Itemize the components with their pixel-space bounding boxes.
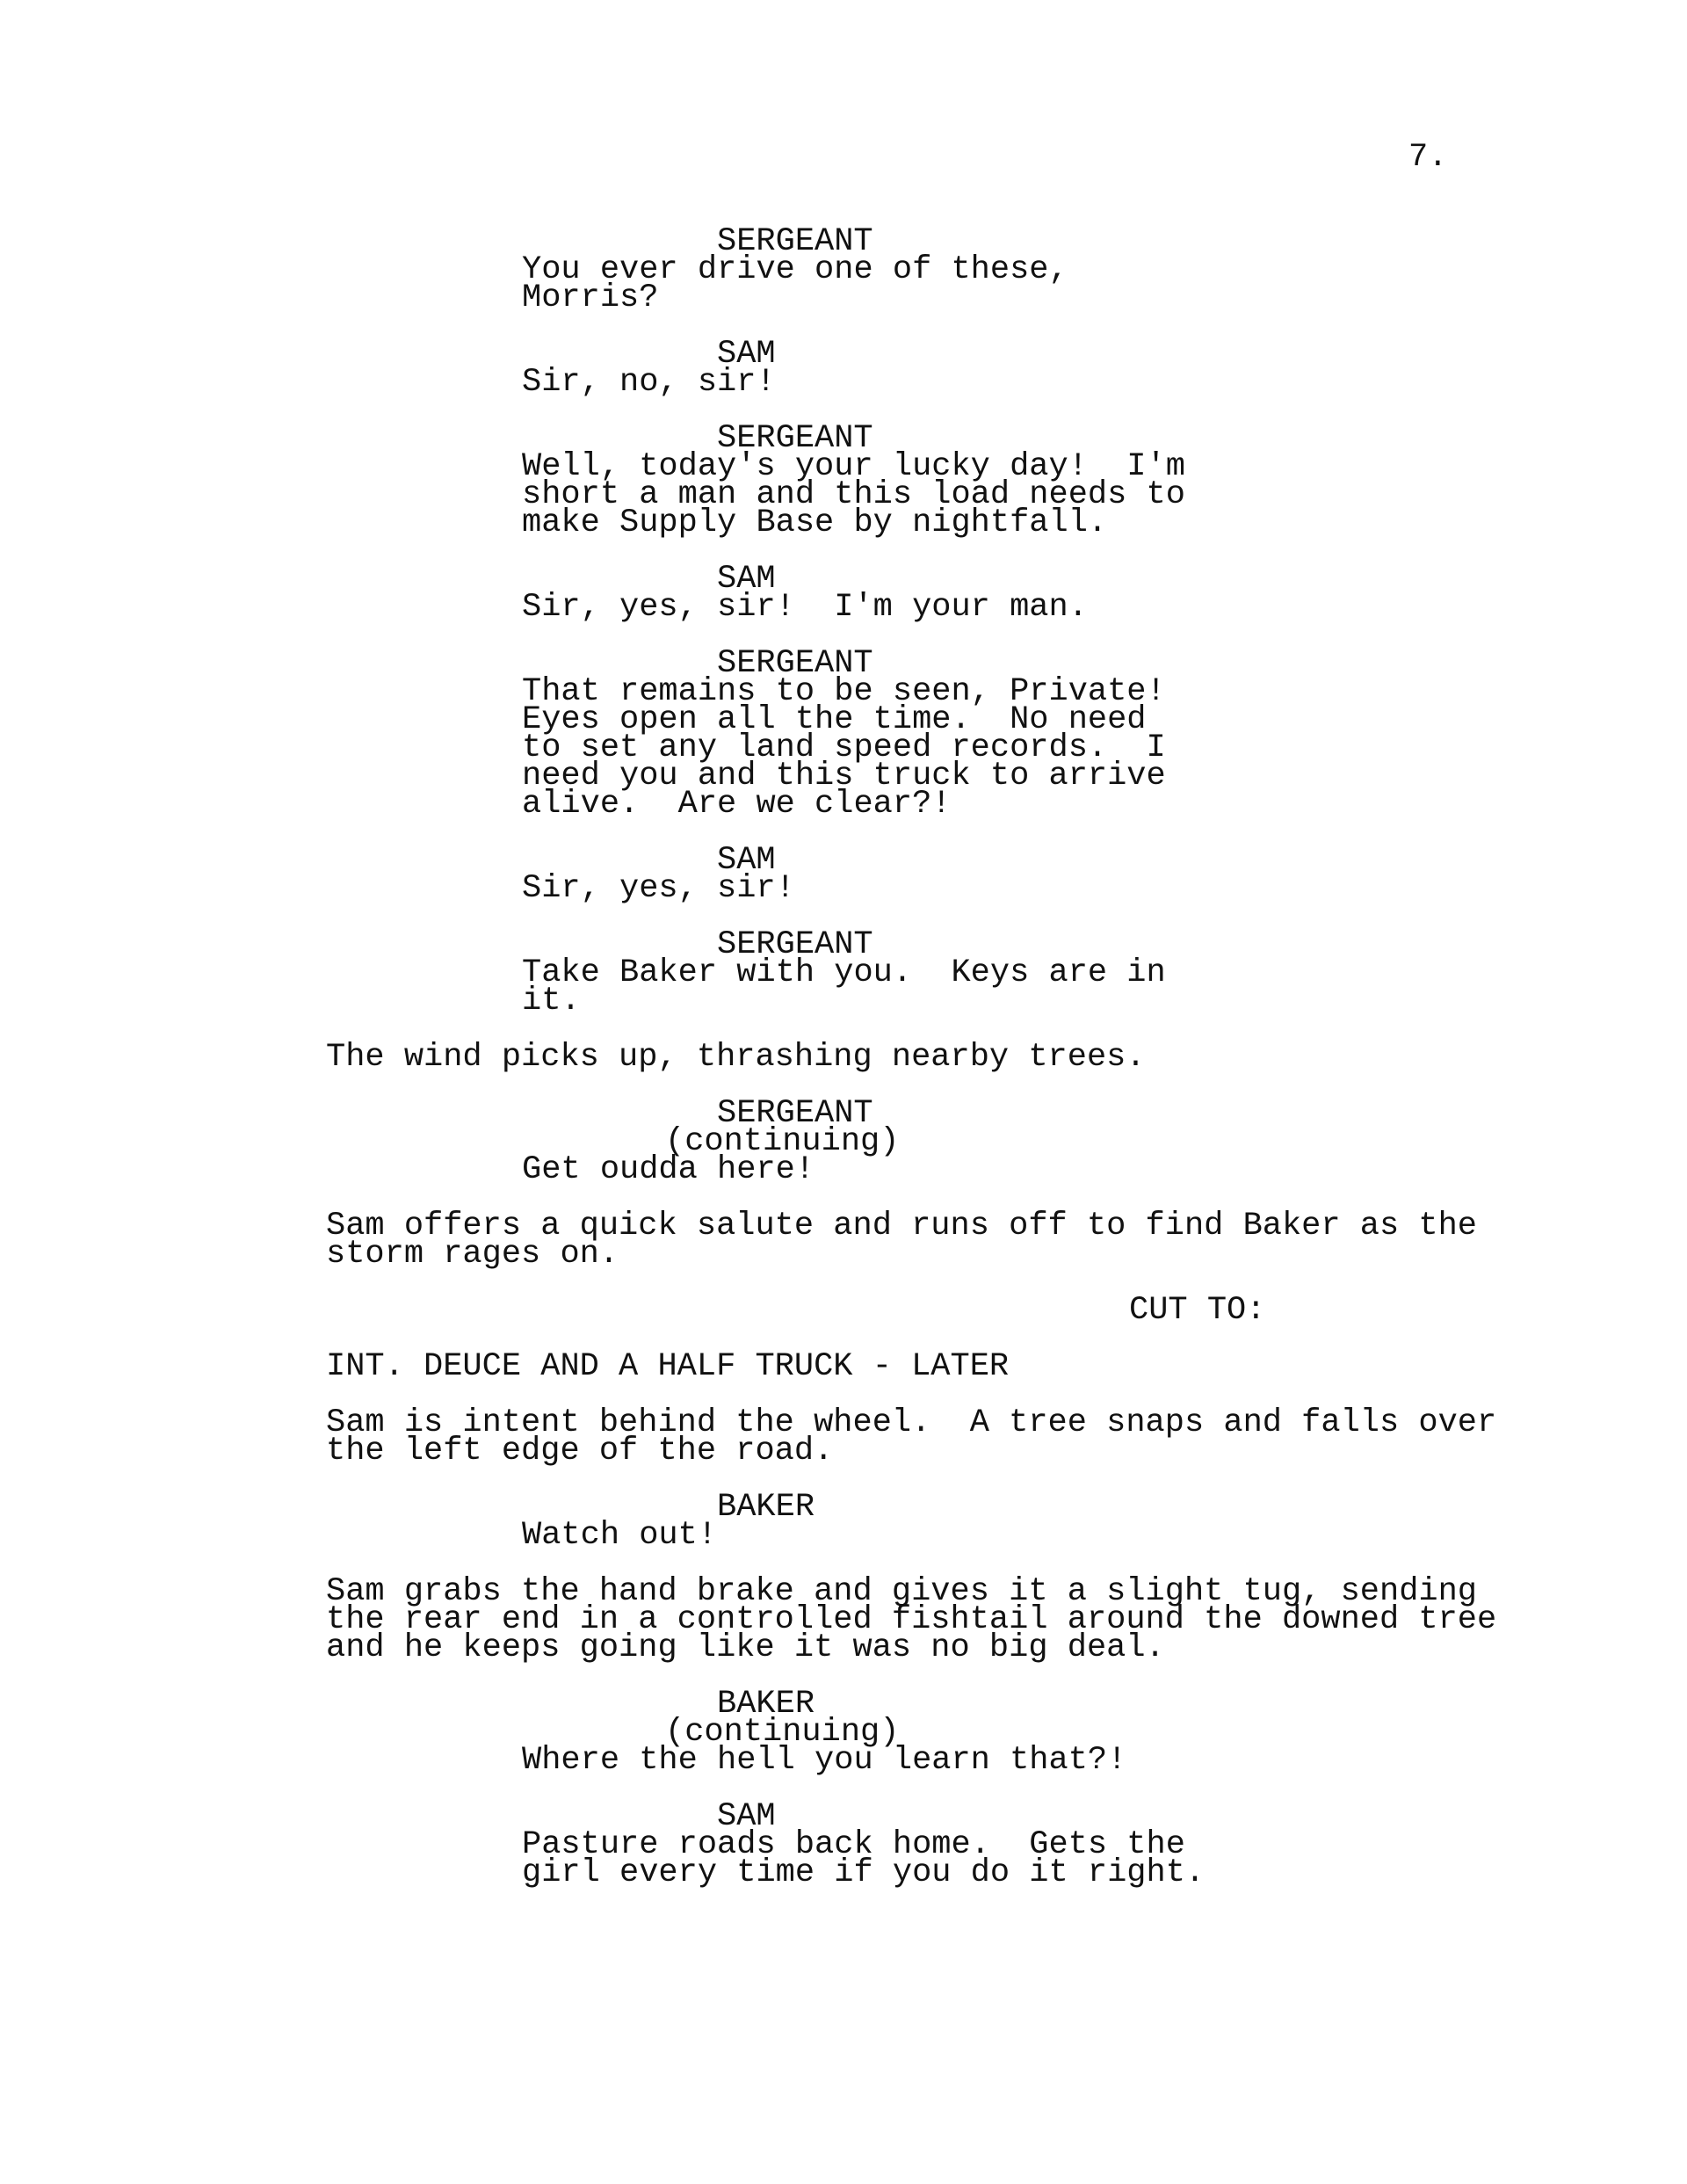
dialogue-line: girl every time if you do it right.	[522, 1854, 1206, 1891]
dialogue-line: Get oudda here!	[522, 1151, 815, 1188]
character-name: SERGEANT	[717, 645, 873, 682]
dialogue-line: Sir, no, sir!	[522, 364, 776, 401]
dialogue-line: Take Baker with you. Keys are in	[522, 954, 1166, 991]
dialogue-line: Where the hell you learn that?!	[522, 1742, 1127, 1779]
character-name: SERGEANT	[717, 926, 873, 963]
character-name: SAM	[717, 1798, 776, 1835]
character-name: SAM	[717, 336, 776, 373]
transition: CUT TO:	[1129, 1292, 1266, 1329]
dialogue-line: need you and this truck to arrive	[522, 758, 1166, 795]
parenthetical: (continuing)	[665, 1123, 900, 1160]
action-line: storm rages on.	[326, 1236, 619, 1273]
dialogue-line: Sir, yes, sir! I'm your man.	[522, 589, 1088, 626]
character-name: SAM	[717, 842, 776, 879]
dialogue-line: Morris?	[522, 279, 659, 316]
parenthetical: (continuing)	[665, 1714, 900, 1751]
action-line: the rear end in a controlled fishtail around the downed tree	[326, 1601, 1497, 1638]
page-number: 7.	[1408, 139, 1448, 176]
action-line: Sam offers a quick salute and runs off to find Baker as the	[326, 1208, 1478, 1244]
dialogue-line: Pasture roads back home. Gets the	[522, 1826, 1185, 1863]
dialogue-line: Watch out!	[522, 1517, 718, 1554]
action-line: and he keeps going like it was no big deal.	[326, 1629, 1165, 1666]
dialogue-line: to set any land speed records. I	[522, 729, 1166, 766]
character-name: SERGEANT	[717, 223, 873, 260]
scene-heading: INT. DEUCE AND A HALF TRUCK - LATER	[326, 1348, 1010, 1385]
character-name: BAKER	[717, 1489, 815, 1526]
character-name: SAM	[717, 561, 776, 598]
character-name: SERGEANT	[717, 1095, 873, 1132]
action-line: the left edge of the road.	[326, 1433, 834, 1469]
dialogue-line: Sir, yes, sir!	[522, 870, 795, 907]
dialogue-line: You ever drive one of these,	[522, 251, 1068, 288]
dialogue-line: Well, today's your lucky day! I'm	[522, 448, 1185, 485]
action-line: The wind picks up, thrashing nearby trees.	[326, 1039, 1146, 1076]
character-name: BAKER	[717, 1686, 815, 1723]
character-name: SERGEANT	[717, 420, 873, 457]
dialogue-line: That remains to be seen, Private!	[522, 673, 1166, 710]
dialogue-line: alive. Are we clear?!	[522, 786, 952, 823]
action-line: Sam grabs the hand brake and gives it a slight tug, sending	[326, 1573, 1478, 1610]
dialogue-line: make Supply Base by nightfall.	[522, 504, 1108, 541]
dialogue-line: Eyes open all the time. No need	[522, 701, 1147, 738]
dialogue-line: short a man and this load needs to	[522, 476, 1185, 513]
dialogue-line: it.	[522, 983, 581, 1019]
action-line: Sam is intent behind the wheel. A tree snaps and falls over	[326, 1404, 1497, 1441]
